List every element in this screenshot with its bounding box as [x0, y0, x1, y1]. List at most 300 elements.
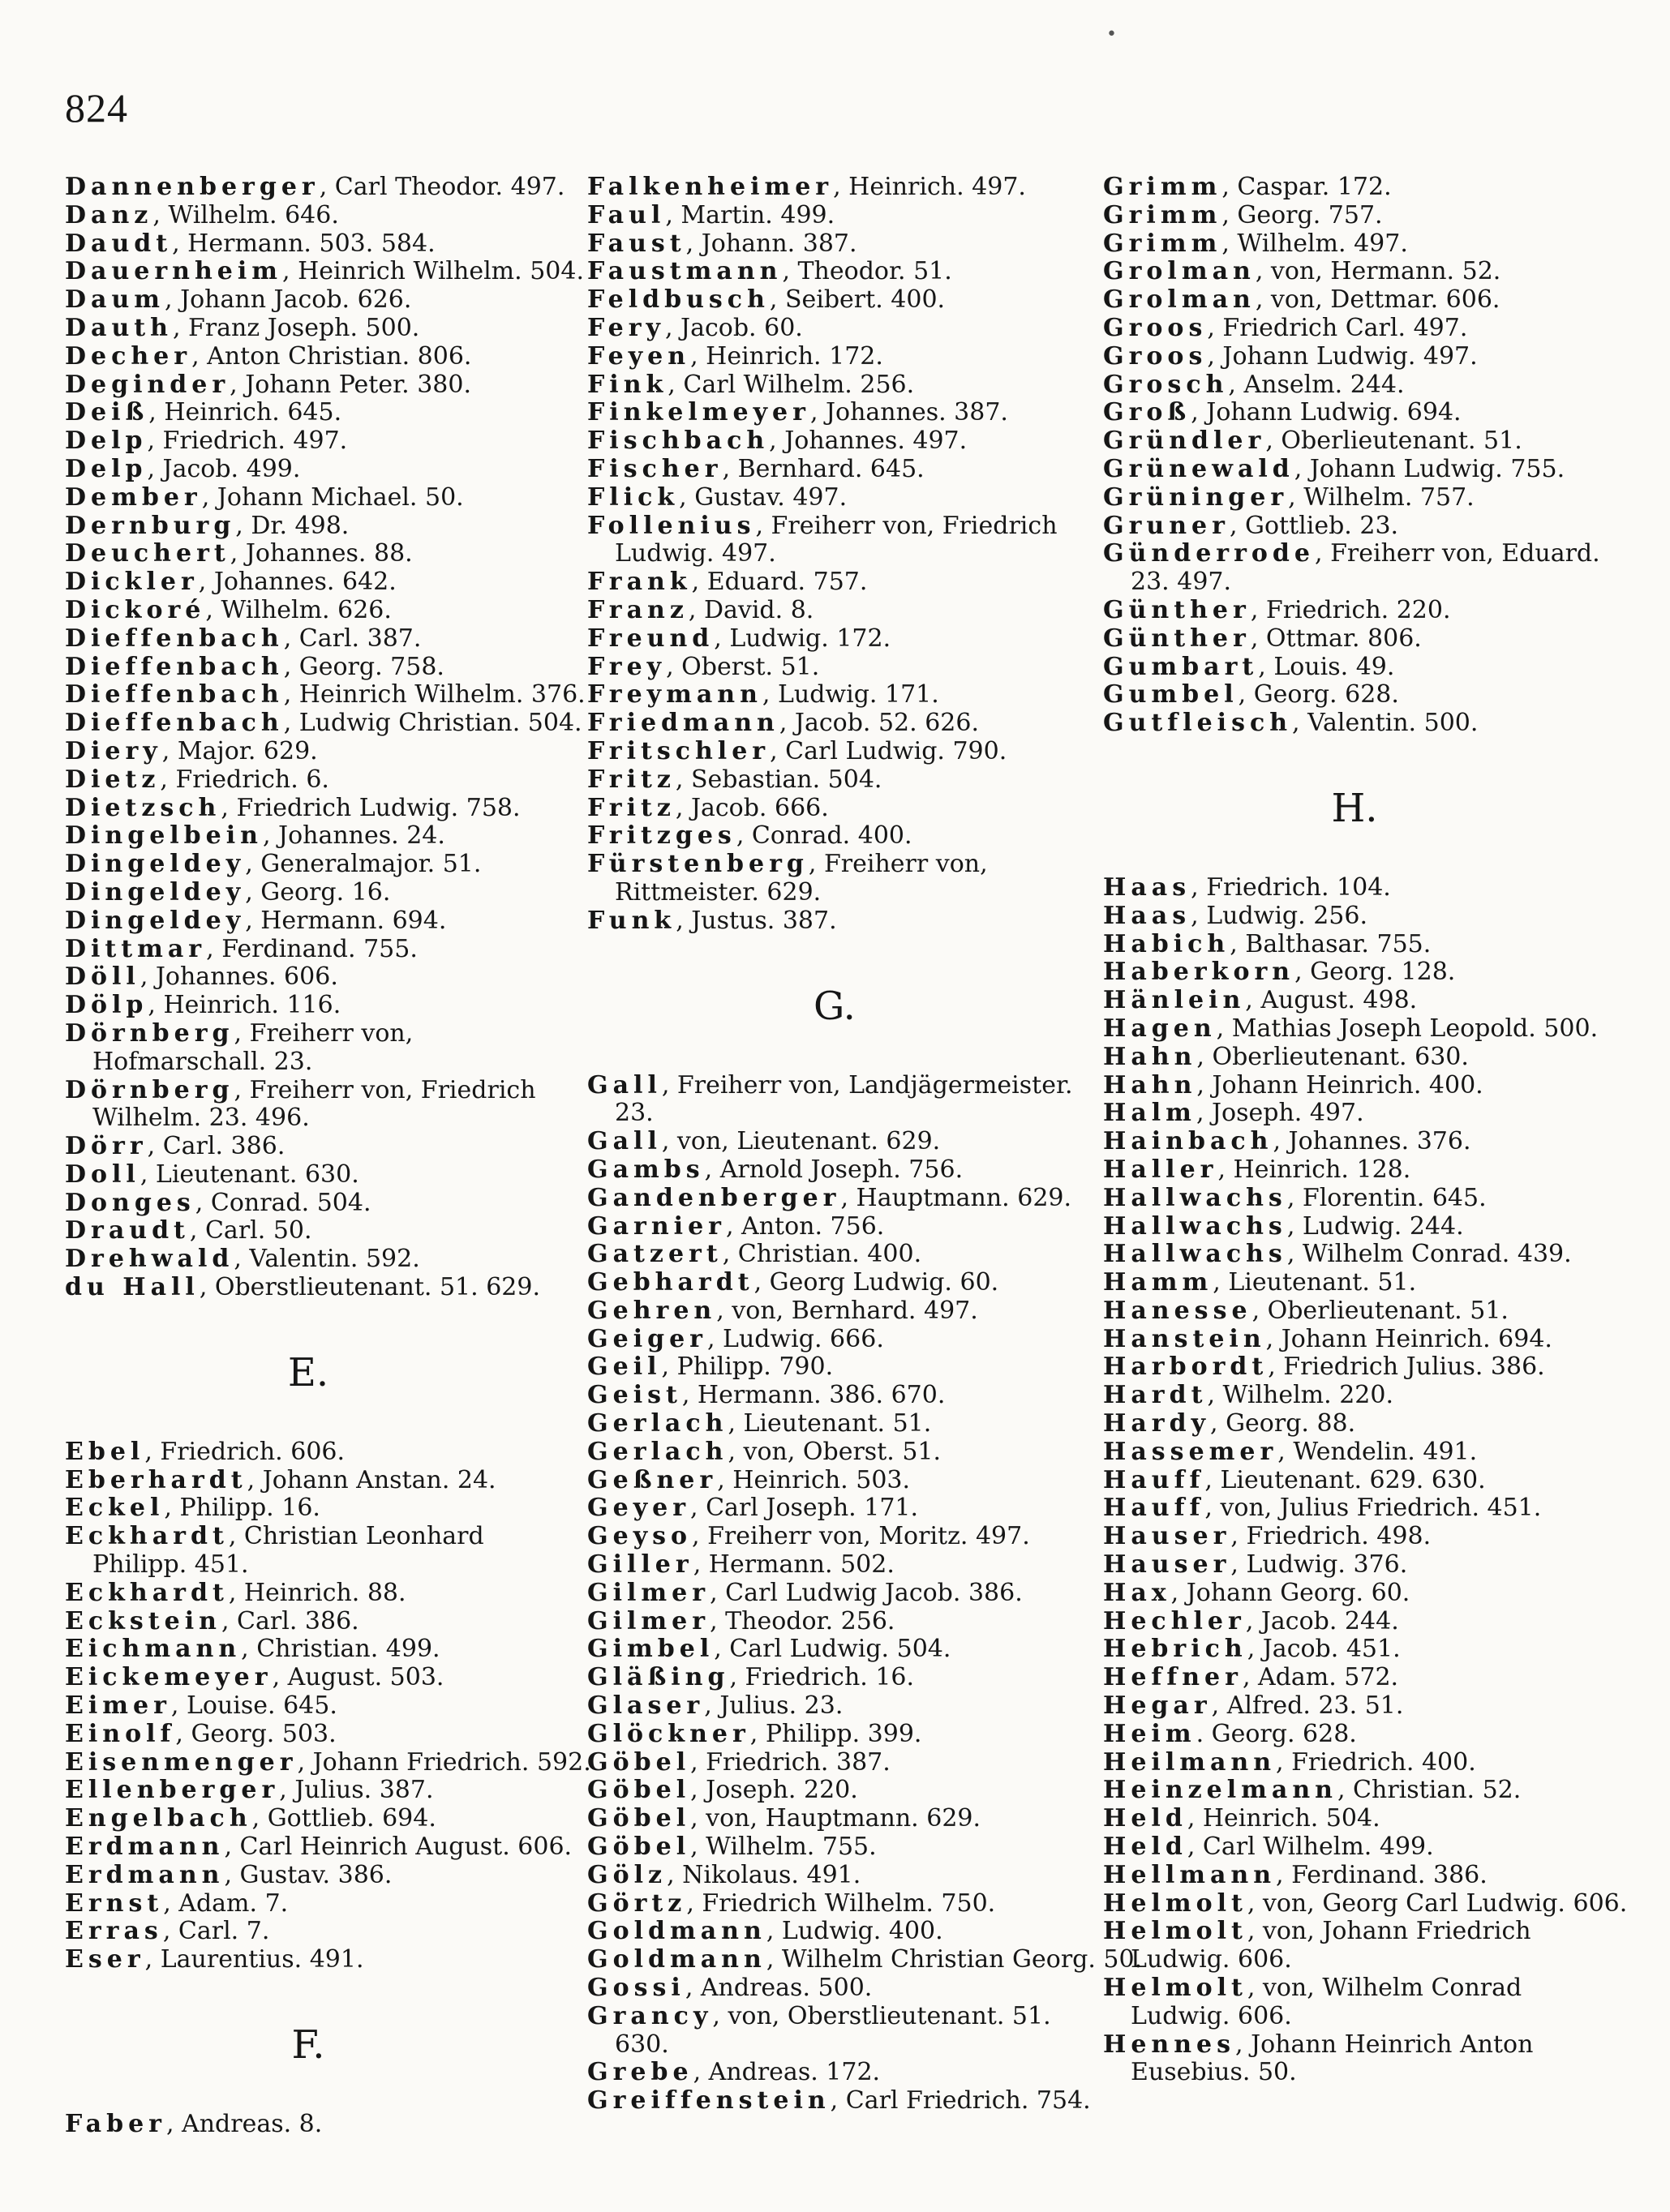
entry-surname: Glöckner: [587, 1719, 750, 1748]
entry-surname: Frank: [587, 568, 692, 597]
index-entry: [65, 936, 552, 964]
index-entry: [1103, 654, 1606, 682]
entry-details: , Christian Leonhard Philipp. 451.: [92, 1522, 484, 1580]
index-entry: [1103, 1015, 1606, 1044]
entry-details: , Freiherr von, Eduard. 23. 497.: [1131, 539, 1600, 597]
entry-details: , Jacob. 451.: [1247, 1635, 1401, 1664]
entry-details: , Joseph. 497.: [1196, 1099, 1364, 1128]
entry-surname: Göbel: [587, 1833, 691, 1862]
entry-surname: Hahn: [1103, 1042, 1197, 1071]
entry-surname: Grancy: [587, 2001, 713, 2030]
entry-surname: Dauernheim: [65, 257, 283, 286]
entry-surname: Gandenberger: [587, 1183, 841, 1212]
entry-surname: Faustmann: [587, 257, 783, 286]
index-entry: [65, 680, 586, 709]
entry-details: , von, Hauptmann. 629.: [690, 1804, 981, 1833]
entry-surname: Finkelmeyer: [587, 398, 810, 427]
entry-details: , Jacob. 499.: [147, 454, 301, 483]
entry-surname: Günther: [1103, 595, 1251, 624]
entry-details: , Johannes. 24.: [262, 821, 445, 851]
entry-surname: Dietz: [65, 765, 161, 794]
index-entry: [65, 1664, 552, 1692]
entry-surname: Hax: [1103, 1578, 1171, 1607]
index-entry: [65, 822, 552, 851]
entry-details: , Anselm. 244.: [1228, 370, 1405, 399]
entry-details: , Friedrich Carl. 497.: [1207, 313, 1468, 342]
index-entry: [65, 1438, 552, 1467]
index-entry: [587, 1974, 1082, 2003]
entry-surname: Doll: [65, 1160, 140, 1189]
index-entry: [587, 371, 1082, 400]
index-entry: [587, 1467, 1082, 1495]
entry-surname: Hardy: [1103, 1409, 1210, 1438]
index-entry: [1103, 625, 1606, 654]
entry-surname: Dittmar: [65, 934, 207, 963]
entry-surname: Gall: [587, 1070, 662, 1100]
entry-details: , Eduard. 757.: [691, 568, 868, 597]
index-entry: [65, 1217, 552, 1245]
entry-surname: Gehren: [587, 1296, 717, 1325]
entry-surname: Heinzelmann: [1103, 1776, 1337, 1805]
index-entry: [587, 456, 1082, 484]
entry-surname: Eckhardt: [65, 1578, 229, 1607]
entry-surname: Geßner: [587, 1465, 718, 1494]
entry-surname: Daudt: [65, 229, 173, 258]
index-entry: [587, 1410, 1082, 1438]
entry-surname: Dörnberg: [65, 1075, 234, 1104]
index-entry: [1103, 931, 1606, 959]
index-entry: [1103, 1692, 1606, 1721]
index-entry: [1103, 1269, 1606, 1297]
entry-details: , von, Oberst. 51.: [728, 1437, 942, 1466]
entry-details: , Carl Ludwig. 504.: [714, 1635, 951, 1664]
entry-surname: Haberkorn: [1103, 958, 1295, 987]
entry-details: , Heinrich Wilhelm. 504.: [282, 257, 584, 286]
index-entry: [1103, 484, 1606, 512]
entry-details: , Freiherr von, Friedrich Wilhelm. 23. 496.: [92, 1075, 536, 1133]
index-entry: [1103, 1128, 1606, 1156]
entry-surname: Frey: [587, 652, 667, 681]
index-entry: [587, 1494, 1082, 1523]
entry-details: , Julius. 387.: [279, 1776, 434, 1805]
index-entry: [65, 907, 552, 936]
index-entry: [1103, 1833, 1606, 1862]
section-letter: H.: [1331, 785, 1378, 831]
index-entry: [65, 654, 552, 682]
index-entry: [65, 1608, 552, 1636]
entry-details: , Johann Michael. 50.: [201, 482, 464, 512]
entry-surname: Döll: [65, 962, 140, 992]
index-entry: [65, 1494, 552, 1523]
entry-surname: Dietzsch: [65, 793, 221, 822]
index-entry: [1103, 202, 1606, 230]
index-entry: [1103, 1523, 1606, 1551]
entry-surname: Goldmann: [587, 1945, 766, 1974]
index-entry: [1103, 1888, 1628, 1918]
entry-surname: Draudt: [65, 1216, 190, 1245]
index-entry: [1103, 874, 1606, 902]
entry-details: , Carl Heinrich August. 606.: [224, 1833, 573, 1862]
index-entry: [587, 1241, 1082, 1269]
entry-surname: Engelbach: [65, 1804, 252, 1833]
entry-details: , Caspar. 172.: [1221, 173, 1392, 201]
entry-details: , Christian. 400.: [722, 1240, 922, 1269]
entry-surname: Gutfleisch: [1103, 709, 1293, 738]
entry-details: , Joseph. 220.: [690, 1776, 858, 1805]
entry-details: , Wilhelm. 497.: [1221, 229, 1408, 258]
entry-surname: Drehwald: [65, 1245, 234, 1274]
index-entry: [1103, 1241, 1606, 1269]
entry-details: , Johann. 387.: [685, 229, 857, 258]
entry-surname: Hebrich: [1103, 1635, 1247, 1664]
entry-details: , Carl. 386.: [221, 1606, 359, 1635]
entry-surname: Fritzges: [587, 821, 736, 851]
entry-surname: Hauff: [1103, 1494, 1205, 1523]
entry-surname: Hainbach: [1103, 1127, 1273, 1156]
entry-surname: Gruner: [1103, 511, 1230, 540]
entry-details: , Gustav. 386.: [224, 1860, 393, 1889]
index-entry: [65, 1805, 552, 1833]
index-entry: [65, 625, 552, 654]
entry-surname: Eckstein: [65, 1606, 221, 1635]
entry-details: , Philipp. 16.: [164, 1494, 320, 1523]
entry-surname: Fery: [587, 313, 665, 342]
entry-details: , Anton. 756.: [725, 1211, 885, 1241]
entry-details: , Johann Heinrich. 694.: [1265, 1324, 1552, 1353]
index-entry: [1103, 681, 1606, 709]
index-entry: [1103, 1551, 1606, 1580]
entry-details: , Wilhelm. 626.: [205, 595, 392, 624]
index-entry: [587, 1297, 1082, 1326]
entry-details: , Heinrich. 128.: [1217, 1155, 1411, 1184]
entry-details: , Andreas. 8.: [165, 2110, 323, 2139]
index-entry: [65, 1523, 552, 1580]
index-entry: [587, 1890, 1082, 1918]
entry-surname: Daum: [65, 285, 165, 315]
entry-details: , von, Georg Carl Ludwig. 606.: [1247, 1888, 1628, 1918]
entry-surname: Erdmann: [65, 1833, 225, 1862]
entry-surname: Gambs: [587, 1155, 705, 1184]
entry-details: , Franz Joseph. 500.: [172, 313, 420, 342]
entry-details: , Friedrich Ludwig. 758.: [221, 793, 521, 822]
entry-details: , Oberlieutenant. 630.: [1196, 1042, 1469, 1071]
entry-surname: Erras: [65, 1917, 163, 1946]
index-entry: [65, 484, 552, 512]
entry-surname: Gerlach: [587, 1437, 728, 1466]
index-entry: [1103, 174, 1606, 202]
entry-details: , Oberlieutenant. 51.: [1265, 427, 1522, 456]
entry-details: , Freiherr von, Rittmeister. 629.: [615, 850, 988, 907]
entry-details: , Carl Theodor. 497.: [319, 173, 565, 201]
index-entry: [587, 681, 1082, 709]
entry-surname: Garnier: [587, 1211, 726, 1241]
entry-surname: Habich: [1103, 929, 1230, 958]
index-entry: [1103, 1326, 1606, 1354]
index-entry: [1103, 1918, 1606, 1974]
index-entry: [587, 1269, 1082, 1297]
entry-surname: Eichmann: [65, 1635, 242, 1664]
entry-details: , Johannes. 387.: [809, 398, 1008, 427]
index-entry: [1103, 1213, 1606, 1241]
entry-surname: Giller: [587, 1550, 693, 1580]
entry-details: , Louise. 645.: [170, 1691, 337, 1721]
index-entry: [65, 1245, 552, 1274]
entry-surname: Goldmann: [587, 1917, 766, 1946]
index-entry: [65, 257, 584, 286]
index-entry: [1103, 230, 1606, 259]
index-entry: [1103, 902, 1606, 931]
entry-details: , Freiherr von, Landjägermeister. 23.: [615, 1070, 1073, 1128]
entry-surname: Helmolt: [1103, 1888, 1247, 1918]
index-entry: [65, 879, 552, 907]
entry-details: , Valentin. 500.: [1292, 709, 1479, 738]
index-entry: [1103, 1185, 1606, 1213]
index-entry: [65, 173, 565, 202]
entry-details: , Georg Ludwig. 60.: [753, 1268, 999, 1297]
entry-surname: Fürstenberg: [587, 850, 809, 879]
entry-details: , Carl. 387.: [283, 624, 422, 653]
index-entry: [1103, 1072, 1606, 1100]
index-entry: [1103, 1580, 1606, 1608]
entry-details: , Johann Heinrich. 400.: [1196, 1070, 1483, 1100]
entry-details: , Alfred. 23. 51.: [1211, 1691, 1404, 1721]
index-entry: [587, 568, 1082, 597]
entry-details: , Dr. 498.: [235, 511, 350, 540]
entry-surname: Grimm: [1103, 173, 1222, 201]
index-entry: [65, 1692, 552, 1721]
entry-surname: Dörnberg: [65, 1018, 234, 1048]
index-entry: [587, 1551, 1082, 1580]
index-entry: [587, 343, 1082, 371]
entry-details: , Wendelin. 491.: [1277, 1437, 1478, 1466]
entry-surname: Eckel: [65, 1494, 165, 1523]
index-entry: [65, 1580, 552, 1608]
index-entry: [65, 1946, 552, 1974]
entry-surname: Flick: [587, 482, 680, 512]
entry-details: , Wilhelm. 646.: [152, 200, 339, 229]
index-entry: [65, 963, 552, 992]
entry-details: , Wilhelm Conrad. 439.: [1286, 1240, 1572, 1269]
entry-details: , Friedrich. 400.: [1276, 1747, 1476, 1777]
entry-surname: Gerlach: [587, 1409, 728, 1438]
index-entry: [587, 1072, 1082, 1129]
index-entry: [65, 1077, 552, 1134]
index-entry: [587, 1382, 1082, 1410]
entry-surname: Grimm: [1103, 229, 1222, 258]
index-entry: [65, 1133, 552, 1161]
entry-details: , von, Lieutenant. 629.: [661, 1127, 941, 1156]
entry-details: , Andreas. 172.: [693, 2058, 881, 2087]
entry-details: , Carl. 386.: [147, 1132, 285, 1161]
entry-details: , von, Bernhard. 497.: [716, 1296, 978, 1325]
entry-details: , Adam. 572.: [1242, 1663, 1399, 1692]
entry-details: , Andreas. 500.: [685, 1974, 873, 2003]
entry-surname: Gumbel: [1103, 680, 1239, 709]
index-entry: [587, 2059, 1082, 2087]
index-entry: [587, 484, 1082, 512]
entry-details: , Friedrich. 387.: [690, 1747, 891, 1777]
entry-surname: Dauth: [65, 313, 173, 342]
entry-details: , Heinrich Wilhelm. 376.: [283, 680, 586, 709]
entry-surname: Heffner: [1103, 1663, 1243, 1692]
index-entry: [65, 230, 552, 259]
entry-details: , Major. 629.: [161, 736, 318, 765]
entry-surname: Freund: [587, 624, 715, 653]
index-entry: [587, 1945, 1143, 1974]
entry-surname: Dieffenbach: [65, 680, 284, 709]
index-entry: [587, 625, 1082, 654]
entry-surname: Deuchert: [65, 539, 230, 568]
entry-surname: Fink: [587, 370, 668, 399]
entry-details: , Jacob. 666.: [675, 793, 829, 822]
entry-details: , Ludwig. 400.: [766, 1917, 943, 1946]
entry-surname: Donges: [65, 1188, 195, 1217]
entry-details: , Johannes. 88.: [230, 539, 413, 568]
entry-surname: Dieffenbach: [65, 709, 284, 738]
index-entry: [587, 202, 1082, 230]
entry-details: , Mathias Joseph Leopold. 500.: [1216, 1014, 1599, 1043]
entry-details: , Heinrich. 503.: [717, 1465, 911, 1494]
entry-details: , Freiherr von, Moritz. 497.: [692, 1522, 1030, 1551]
index-entry: [587, 907, 1082, 936]
entry-details: , Laurentius. 491.: [144, 1945, 364, 1974]
entry-surname: Eser: [65, 1945, 145, 1974]
entry-details: , Ludwig Christian. 504.: [283, 709, 582, 738]
entry-surname: Haas: [1103, 901, 1191, 930]
entry-surname: Dieffenbach: [65, 624, 284, 653]
index-entry: [65, 738, 552, 766]
index-entry: [65, 1918, 552, 1946]
index-entry: [587, 427, 1082, 456]
entry-surname: Feyen: [587, 341, 691, 371]
entry-details: , Ottmar. 806.: [1250, 624, 1422, 653]
index-entry: [65, 343, 552, 371]
entry-surname: Freymann: [587, 680, 762, 709]
entry-surname: Fischer: [587, 454, 723, 483]
index-entry: [1103, 456, 1606, 484]
index-entry: [587, 258, 1082, 286]
index-entry: [587, 1213, 1082, 1241]
index-entry: [587, 399, 1082, 427]
entry-surname: Hardt: [1103, 1381, 1208, 1410]
entry-details: , Johann Jacob. 626.: [165, 285, 412, 315]
entry-details: , Gottlieb. 23.: [1229, 511, 1399, 540]
index-entry: [1103, 1664, 1606, 1692]
index-entry: [1103, 1635, 1606, 1664]
entry-details: , Martin. 499.: [665, 200, 835, 229]
entry-surname: Groos: [1103, 313, 1208, 342]
entry-details: , Julius. 23.: [704, 1691, 844, 1721]
entry-details: , Lieutenant. 51.: [728, 1409, 932, 1438]
entry-surname: Dingeldey: [65, 877, 246, 907]
entry-details: , Adam. 7.: [163, 1888, 289, 1918]
entry-surname: Eberhardt: [65, 1465, 247, 1494]
entry-details: , Friedrich. 498.: [1230, 1522, 1432, 1551]
entry-details: , David. 8.: [688, 595, 814, 624]
index-entry: [587, 1523, 1082, 1551]
index-entry: [587, 2003, 1082, 2060]
entry-details: , Conrad. 504.: [195, 1188, 371, 1217]
entry-details: , Ludwig. 376.: [1230, 1550, 1408, 1580]
entry-surname: Faber: [65, 2110, 166, 2139]
entry-details: , Carl. 7.: [162, 1917, 270, 1946]
entry-details: , Jacob. 52. 626.: [779, 709, 980, 738]
index-entry: [1103, 1494, 1606, 1523]
index-entry: [587, 1635, 1082, 1664]
entry-details: , Georg. 128.: [1294, 958, 1456, 987]
entry-surname: Held: [1103, 1833, 1187, 1862]
entry-details: , Ferdinand. 386.: [1276, 1860, 1488, 1889]
entry-details: , Christian. 499.: [241, 1635, 440, 1664]
entry-surname: Hauser: [1103, 1522, 1231, 1551]
index-entry: [1103, 512, 1606, 541]
entry-surname: Hegar: [1103, 1691, 1212, 1721]
entry-details: , von, Dettmar. 606.: [1255, 285, 1500, 315]
entry-surname: Falkenheimer: [587, 173, 834, 201]
index-entry: [65, 1190, 552, 1218]
entry-surname: Gall: [587, 1127, 662, 1156]
entry-details: , Carl Friedrich. 754.: [830, 2086, 1091, 2116]
entry-surname: Franz: [587, 595, 689, 624]
entry-surname: Hauff: [1103, 1465, 1205, 1494]
entry-surname: Göbel: [587, 1776, 691, 1805]
index-entry: [587, 1918, 1082, 1946]
entry-details: , Freiherr von, Friedrich Ludwig. 497.: [615, 511, 1058, 568]
index-entry: [1103, 1974, 1606, 2031]
entry-details: , Lieutenant. 630.: [140, 1160, 359, 1189]
index-entry: [65, 1467, 552, 1495]
entry-details: , Friedrich. 606.: [144, 1437, 346, 1466]
index-entry: [587, 1608, 1082, 1636]
entry-surname: Gilmer: [587, 1578, 711, 1607]
print-speck: •: [1106, 24, 1117, 45]
entry-details: , Heinrich. 116.: [148, 991, 341, 1020]
index-entry: [1103, 1297, 1606, 1326]
index-entry: [587, 1777, 1082, 1805]
entry-details: , Carl. 50.: [189, 1216, 312, 1245]
entry-surname: Görtz: [587, 1888, 687, 1918]
entry-details: , Lieutenant. 51.: [1213, 1268, 1417, 1297]
entry-surname: Ebel: [65, 1437, 145, 1466]
entry-details: , Jacob. 244.: [1245, 1606, 1399, 1635]
entry-details: , Friedrich. 497.: [147, 427, 348, 456]
index-entry: [1103, 427, 1606, 456]
index-entry: [65, 1161, 552, 1190]
index-entry: [65, 766, 552, 795]
entry-surname: Funk: [587, 906, 676, 935]
entry-details: , Gottlieb. 694.: [251, 1804, 436, 1833]
entry-surname: Danz: [65, 200, 153, 229]
entry-details: , Friedrich Wilhelm. 750.: [686, 1888, 996, 1918]
entry-surname: Grimm: [1103, 200, 1222, 229]
entry-details: , von, Hermann. 52.: [1255, 257, 1501, 286]
index-entry: [587, 851, 1082, 907]
entry-details: , Carl Wilhelm. 256.: [668, 370, 915, 399]
entry-details: , Friedrich. 220.: [1250, 595, 1451, 624]
entry-surname: Geist: [587, 1381, 682, 1410]
entry-surname: Follenius: [587, 511, 756, 540]
entry-surname: Gilmer: [587, 1606, 711, 1635]
index-entry: [1103, 286, 1606, 315]
entry-details: , Johann Peter. 380.: [230, 370, 472, 399]
entry-details: , Johannes. 642.: [198, 568, 397, 597]
entry-surname: Hanstein: [1103, 1324, 1266, 1353]
entry-surname: Fritz: [587, 765, 676, 794]
entry-surname: Günther: [1103, 624, 1251, 653]
index-column-right: [1103, 173, 1628, 2087]
index-entry: [1103, 1467, 1606, 1495]
index-entry: [1103, 1353, 1606, 1382]
